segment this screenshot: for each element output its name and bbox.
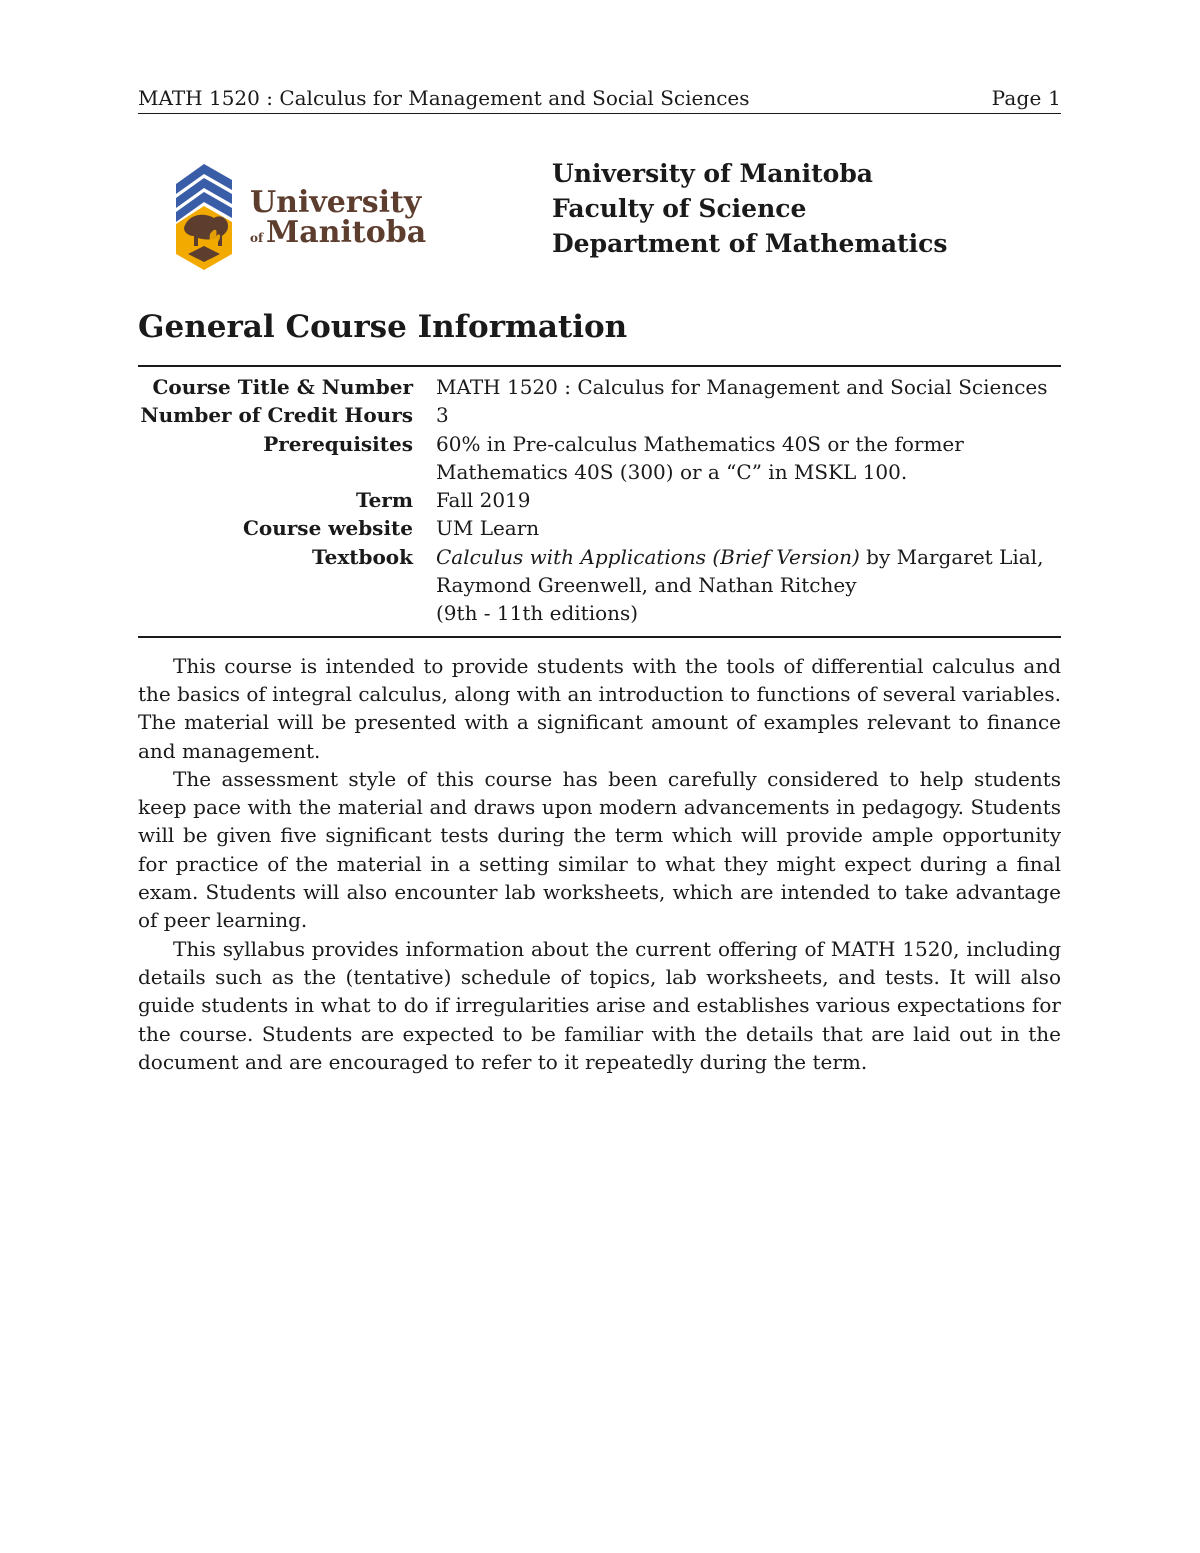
course-title-value: MATH 1520 : Calculus for Management and Social Sciences — [436, 375, 1048, 399]
textbook-editions: (9th - 11th editions) — [436, 601, 639, 626]
course-website-label: Course website — [242, 516, 413, 541]
course-website-row — [138, 514, 1061, 542]
prerequisites-line-1: 60% in Pre-calculus Mathematics 40S or the former — [436, 431, 964, 456]
logo-word-of: of — [250, 231, 264, 245]
logo-word-university: University — [250, 185, 422, 220]
prerequisites-label: Prerequisites — [263, 431, 413, 456]
textbook-authors-start: by Margaret Lial, — [859, 544, 1044, 569]
course-title-row — [138, 373, 1061, 401]
running-header — [138, 88, 1061, 114]
masthead — [138, 114, 1061, 302]
course-description — [138, 652, 1061, 1076]
paragraph-assessment: The assessment style of this course has been carefully considered to help students keep pace with the material and draws upon modern advancements in pedagogy. Students will be given five significant tests during the term which will provide ample opportunity for practice of the material in a setting similar to what they might expect during a final exam. Students will also encounter lab worksheets, which are intended to take advantage of peer learning. — [138, 766, 1061, 933]
university-name: University of Manitoba — [552, 159, 874, 188]
textbook-title: Calculus with Applications (Brief Version) — [436, 544, 860, 569]
textbook-label: Textbook — [312, 544, 413, 569]
course-website-value: UM Learn — [436, 516, 540, 541]
faculty-name: Faculty of Science — [552, 194, 807, 223]
university-of-manitoba-logo — [174, 162, 427, 272]
course-info-table — [138, 365, 1061, 638]
institution-block — [552, 156, 947, 261]
running-title: MATH 1520 : Calculus for Management and Social Sciences — [138, 86, 750, 110]
section-title: General Course Information — [138, 309, 628, 345]
textbook-row — [138, 543, 1061, 628]
credit-hours-label: Number of Credit Hours — [140, 403, 413, 428]
credit-hours-row — [138, 401, 1061, 429]
textbook-authors-rest: Raymond Greenwell, and Nathan Ritchey — [436, 573, 857, 598]
credit-hours-value: 3 — [436, 403, 449, 428]
term-label: Term — [355, 488, 413, 513]
logo-shield-icon — [176, 164, 232, 270]
document-page — [138, 88, 1061, 1076]
paragraph-intro: This course is intended to provide students with the tools of differential calculus and the basics of integral calculus, along with an introduction to functions of several variables. The material will be presented with a significant amount of examples relevant to finance and management. — [138, 653, 1061, 763]
prerequisites-row — [138, 430, 1061, 487]
paragraph-syllabus: This syllabus provides information about the current offering of MATH 1520, including details such as the (tentative) schedule of topics, lab worksheets, and tests. It will also guide students in what to do if irregularities arise and establishes various expectations for the course. Students are expected to be familiar with the details that are laid out in the document and are encouraged to refer to it repeatedly during the term. — [138, 936, 1061, 1074]
logo-word-manitoba: Manitoba — [266, 215, 427, 250]
term-value: Fall 2019 — [436, 488, 531, 513]
course-title-label: Course Title & Number — [152, 375, 413, 399]
prerequisites-line-2: Mathematics 40S (300) or a “C” in MSKL 100. — [436, 459, 908, 484]
page-number: Page 1 — [991, 86, 1061, 110]
department-name: Department of Mathematics — [552, 229, 948, 258]
term-row — [138, 486, 1061, 514]
